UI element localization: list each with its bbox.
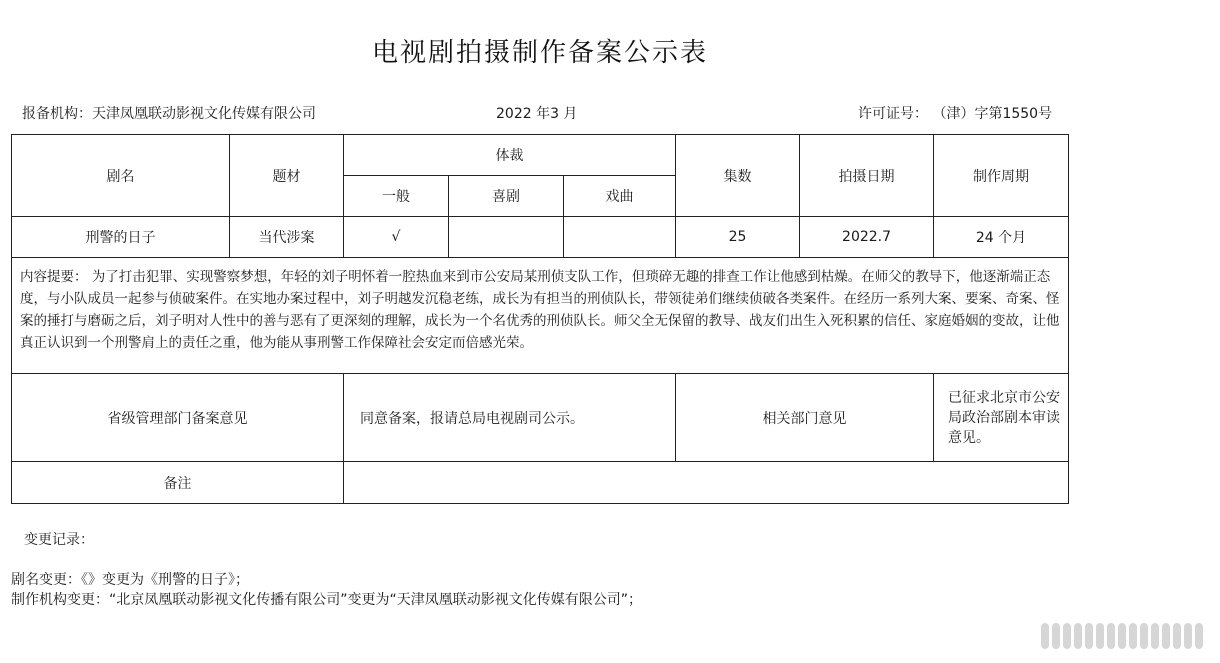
header-name: 剧名 <box>12 135 230 217</box>
header-shoot-date: 拍摄日期 <box>800 135 934 217</box>
filing-table <box>11 134 1069 504</box>
header-genre-opera: 戏曲 <box>564 176 676 217</box>
cell-episodes: 25 <box>676 217 800 258</box>
provincial-opinion-label: 省级管理部门备案意见 <box>12 374 344 462</box>
cell-general-check: √ <box>344 217 449 258</box>
document-title: 电视剧拍摄制作备案公示表 <box>371 38 708 68</box>
cell-opera <box>564 217 676 258</box>
related-opinion-text: 已征求北京市公安局政治部剧本审读意见。 <box>934 374 1069 462</box>
cell-comedy <box>449 217 564 258</box>
header-genre-comedy: 喜剧 <box>449 176 564 217</box>
name-change-line: 剧名变更：《》变更为《刑警的日子》； <box>11 572 249 588</box>
watermark-logo <box>1041 623 1206 649</box>
header-genre: 体裁 <box>344 135 676 176</box>
filing-organization: 报备机构：天津凤凰联动影视文化传媒有限公司 <box>22 106 316 122</box>
change-record-heading: 变更记录： <box>24 532 94 548</box>
license-number: 许可证号： （津）字第1550号 <box>858 106 1053 122</box>
remarks-value <box>344 462 1069 504</box>
cell-shoot-date: 2022.7 <box>800 217 934 258</box>
header-cycle: 制作周期 <box>934 135 1069 217</box>
content-summary: 内容提要： 为了打击犯罪、实现警察梦想，年轻的刘子明怀着一腔热血来到市公安局某刑侦支队工作，但琐碎无趣的排查工作让他感到枯燥。在师父的教导下，他逐渐端正态度，与小队成员一起参与侦破案件。在实地办案过程中，刘子明越发沉稳老练，成长为有担当的刑侦队长，带领徒弟们继续侦破各类案件。在经历一系列大案、要案、奇案、怪案的捶打与磨砺之后，刘子明对人性中的善与恶有了更深刻的理解，成长为一个名优秀的刑侦队长。师父全无保留的教导、战友们出生入死积累的信任、家庭婚姻的变故，让他真正认识到一个刑警肩上的责任之重，他为能从事刑警工作保障社会安定而倍感光荣。 <box>12 258 1069 374</box>
cell-cycle: 24 个月 <box>934 217 1069 258</box>
filing-date: 2022 年3 月 <box>496 106 578 122</box>
cell-subject: 当代涉案 <box>230 217 344 258</box>
remarks-label: 备注 <box>12 462 344 504</box>
org-change-line: 制作机构变更：“北京凤凰联动影视文化传播有限公司”变更为“天津凤凰联动影视文化传媒有限公司”； <box>11 592 643 608</box>
related-opinion-label: 相关部门意见 <box>676 374 934 462</box>
header-subject: 题材 <box>230 135 344 217</box>
header-genre-general: 一般 <box>344 176 449 217</box>
header-episodes: 集数 <box>676 135 800 217</box>
cell-name: 刑警的日子 <box>12 217 230 258</box>
provincial-opinion-text: 同意备案，报请总局电视剧司公示。 <box>344 374 676 462</box>
